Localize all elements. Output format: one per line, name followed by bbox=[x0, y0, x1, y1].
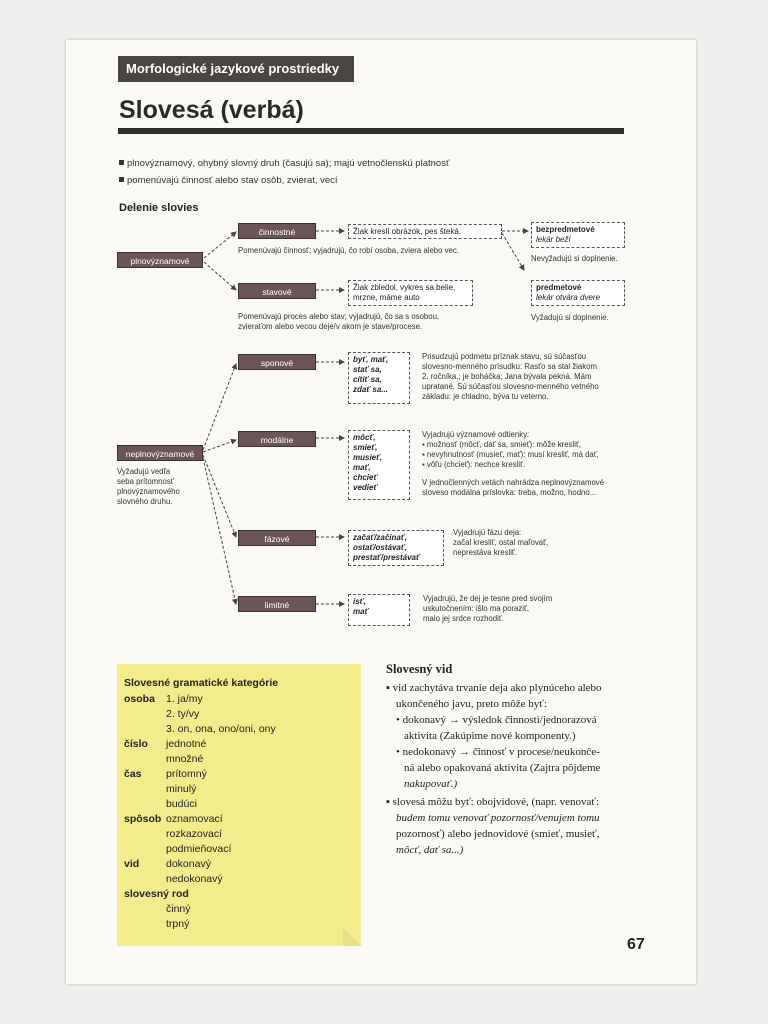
intro-bullet: plnovýznamový, ohybný slovný druh (časujú sa); majú vetnočlenskú platnosť bbox=[119, 158, 450, 169]
section-header: Morfologické jazykové prostriedky bbox=[118, 56, 354, 82]
modalne-box: modálne bbox=[238, 431, 316, 447]
vid-line: nakupovať.) bbox=[404, 778, 458, 790]
vid-title: Slovesný vid bbox=[386, 662, 453, 676]
bezpredmetove-box bbox=[531, 222, 625, 248]
note-line: upratané. Sú súčasťou slovesno-menného vetného bbox=[422, 382, 599, 391]
sponove-box: sponové bbox=[238, 354, 316, 370]
example-line: cítiť sa, bbox=[353, 375, 382, 384]
note-line: ▪ vôľu (chcieť): nechce kresliť. bbox=[422, 460, 526, 469]
note-line: Vyjadrujú významové odtienky: bbox=[422, 430, 530, 439]
note-line: Prisudzujú podmetu príznak stavu, sú súčasťou bbox=[422, 352, 587, 361]
categories-title: Slovesné gramatické kategórie bbox=[124, 677, 279, 689]
vid-line: aktivita (Zakúpime nové komponenty.) bbox=[404, 730, 576, 742]
cinnostne-box: činnostné bbox=[238, 223, 316, 239]
example-line: mať, bbox=[353, 463, 371, 472]
predmetove-box bbox=[531, 280, 625, 306]
category-value: minulý bbox=[166, 783, 197, 795]
category-value: prítomný bbox=[166, 768, 207, 780]
stavove-note bbox=[238, 312, 439, 332]
intro-bullet: pomenúvajú činnosť alebo stav osôb, zvierat, vecí bbox=[119, 175, 338, 186]
bezpredmetove-note: Nevyžadujú si doplnenie. bbox=[531, 254, 618, 263]
note-line: začal kresliť, ostal maľovať, bbox=[453, 538, 549, 547]
page-number: 67 bbox=[627, 936, 645, 953]
predmetove-note: Vyžadujú si doplnenie. bbox=[531, 313, 609, 322]
stavove-note-line: Pomenúvajú proces alebo stav; vyjadrujú, čo sa s osobou, bbox=[238, 312, 440, 321]
category-value: nedokonavý bbox=[166, 873, 223, 885]
fazove-note bbox=[453, 528, 548, 558]
category-value: činný bbox=[166, 903, 191, 915]
limitne-box: limitné bbox=[238, 596, 316, 612]
category-key: čas bbox=[124, 768, 142, 780]
sponove-examples bbox=[348, 352, 410, 404]
example-line: byť, mať, bbox=[353, 355, 389, 364]
category-key: číslo bbox=[124, 738, 148, 750]
fazove-box: fázové bbox=[238, 530, 316, 546]
predmetove-example: lekár otvára dvere bbox=[536, 293, 601, 302]
category-value: podmieňovací bbox=[166, 843, 232, 855]
note-line: Vyjadrujú, že dej je tesne pred svojím bbox=[423, 594, 553, 603]
category-key: osoba bbox=[124, 693, 155, 705]
category-key: vid bbox=[124, 858, 140, 870]
limitne-examples bbox=[348, 594, 410, 626]
category-key: slovesný rod bbox=[124, 888, 189, 900]
note-line: ▪ možnosť (môcť, dať sa, smieť): môže kresliť, bbox=[422, 440, 582, 449]
note-line: slovesno-menného prísudku: Rasťo sa stal žiakom bbox=[422, 362, 597, 371]
note-line: neprestáva kresliť. bbox=[453, 548, 518, 557]
page-title: Slovesá (verbá) bbox=[119, 96, 304, 124]
example-line: zdať sa... bbox=[353, 385, 388, 394]
example-line: prestať/prestávať bbox=[353, 553, 420, 562]
stavove-example-line: mrzne, máme auto bbox=[353, 293, 420, 302]
cinnostne-example: Žiak kreslí obrázok, pes šteká. bbox=[348, 224, 502, 239]
note-line: sloveso modálna príslovka: treba, možno, hodno... bbox=[422, 488, 597, 497]
plnovyznamove-box: plnovýznamové bbox=[117, 252, 203, 268]
example-line: mať bbox=[353, 607, 369, 616]
stavove-example-line: Žiak zbledol, vykres sa belie, bbox=[353, 283, 456, 292]
note-line: seba prítomnosť bbox=[117, 477, 174, 486]
category-value: oznamovací bbox=[166, 813, 223, 825]
vid-line: ▪ vid zachytáva trvanie deja ako plynúceho alebo bbox=[386, 682, 602, 694]
note-line: 2. ročníka.; je boháčka; Jana bývala pekná. Mám bbox=[422, 372, 592, 381]
neplnovyznamove-box: neplnovýznamové bbox=[117, 445, 203, 461]
vid-line: • dokonavý → výsledok činnosti/jednorazová bbox=[396, 714, 597, 726]
note-line: Vyjadrujú fázu deja: bbox=[453, 528, 522, 537]
modalne-note bbox=[422, 430, 604, 498]
example-line: musieť, bbox=[353, 453, 383, 462]
example-line: chcieť bbox=[353, 473, 378, 482]
category-value: trpný bbox=[166, 918, 190, 930]
note-line: malo jej srdce rozhodiť. bbox=[423, 614, 504, 623]
division-heading: Delenie slovies bbox=[119, 202, 199, 214]
modalne-examples bbox=[348, 430, 410, 500]
example-line: ostať/ostávať, bbox=[353, 543, 407, 552]
category-value: jednotné bbox=[166, 738, 207, 750]
neplnovyznamove-note bbox=[117, 467, 180, 507]
example-line: môcť, bbox=[353, 433, 376, 442]
category-value: 2. ty/vy bbox=[166, 708, 200, 720]
note-line: plnovýznamového bbox=[117, 487, 180, 496]
vid-line: ná alebo opakovaná aktivita (Zajtra pôjdeme bbox=[404, 762, 601, 774]
example-line: ísť, bbox=[353, 597, 366, 606]
vid-line: môcť, dať sa...) bbox=[396, 844, 464, 856]
folded-corner bbox=[343, 928, 361, 946]
category-value: dokonavý bbox=[166, 858, 211, 870]
example-line: smieť, bbox=[353, 443, 378, 452]
bezpredmetove-example: lekár beží bbox=[536, 235, 571, 244]
note-line: slovného druhu. bbox=[117, 497, 173, 506]
cinnostne-note: Pomenúvajú činnosť; vyjadrujú, čo robí osoba, zviera alebo vec. bbox=[238, 246, 459, 255]
example-line: začať/začínať, bbox=[353, 533, 407, 542]
vid-line: pozornosť) alebo jednovidové (smieť, musieť, bbox=[396, 828, 600, 840]
category-key: spôsob bbox=[124, 813, 162, 825]
note-line: V jednočlenných vetách nahrádza neplnovýznamové bbox=[422, 478, 605, 487]
category-value: rozkazovací bbox=[166, 828, 223, 840]
stavove-box: stavové bbox=[238, 283, 316, 299]
fazove-examples bbox=[348, 530, 444, 566]
vid-line: • nedokonavý → činnosť v procese/neukonče- bbox=[396, 746, 600, 758]
category-value: budúci bbox=[166, 798, 197, 810]
vid-line: ▪ slovesá môžu byť: obojvidové, (napr. venovať: bbox=[386, 796, 600, 808]
sponove-note bbox=[422, 352, 599, 402]
vid-line: ukončeného javu, preto môže byť: bbox=[396, 698, 548, 710]
category-value: 3. on, ona, ono/oni, ony bbox=[166, 723, 276, 735]
bezpredmetove-label: bezpredmetové bbox=[536, 225, 595, 234]
note-line: ▪ nevyhnutnosť (musieť, mať): musí kresliť, má dať, bbox=[422, 450, 599, 459]
stavove-example bbox=[348, 280, 473, 306]
predmetove-label: predmetové bbox=[536, 283, 582, 292]
note-line: Vyžadujú vedľa bbox=[117, 467, 171, 476]
note-line: základu: je chladno, býva tu veterno. bbox=[422, 392, 549, 401]
category-value: množné bbox=[166, 753, 204, 765]
note-line: uskutočnením: išlo ma poraziť, bbox=[423, 604, 530, 613]
example-line: vedieť bbox=[353, 483, 378, 492]
example-line: stať sa, bbox=[353, 365, 382, 374]
category-value: 1. ja/my bbox=[166, 693, 203, 705]
limitne-note bbox=[423, 594, 552, 624]
stavove-note-line: zvieraťom alebo vecou deje/v akom je stave/procese. bbox=[238, 322, 423, 331]
vid-line: budem tomu venovať pozornosť/venujem tomu bbox=[396, 812, 600, 824]
